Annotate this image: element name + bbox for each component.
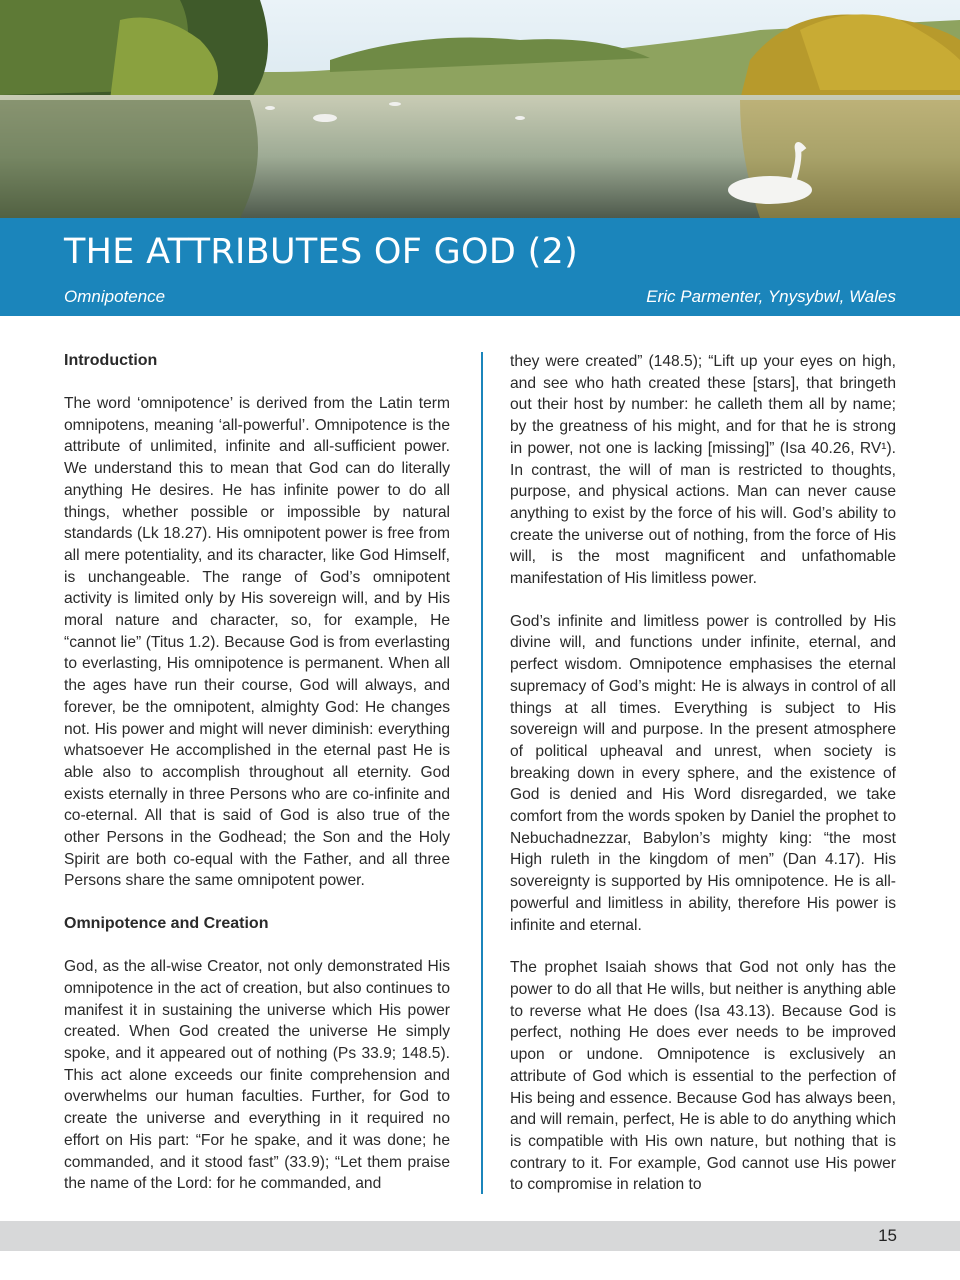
paragraph: they were created” (148.5); “Lift up your eyes on high, and see who hath created these [stars], that bringeth out their host by number: he calleth them all by name; by the greatness of his might, and for that he is strong in power, not one is lacking [missing]” (Isa 40.26, RV¹). In contrast, the will of man is restricted to thoughts, purpose, and physical actions. Man can never cause anything to exist by the force of his will. God’s ability to create the universe out of nothing, from the force of His will, is the most magnificent and unfathomable manifestation of His limitless power.	[510, 353, 896, 588]
paragraph: God, as the all-wise Creator, not only demonstrated His omnipotence in the act of creation, but also continues to manifest it in sustaining the universe which His power created. When God created the universe He simply spoke, and it appeared out of nothing (Ps 33.9; 148.5). This act alone exceeds our finite comprehension and overwhelms our human faculties. Further, for God to create the universe and everything in it required no effort on His part: “For he spake, and it was done; he commanded, and it stood fast” (33.9); “Let them praise the name of the Lord: for he commanded, and	[64, 958, 450, 1193]
page-number: 15	[878, 1226, 897, 1245]
article-title: THE ATTRIBUTES OF GOD (2)	[64, 232, 579, 272]
paragraph: The word ‘omnipotence’ is derived from the Latin term omnipotens, meaning ‘all-powerful’. Omnipotence is the attribute of unlimited, infinite and all-sufficient power. We understand this to mean that God can do literally anything He desires. He has infinite power to do all things, whether possible or impossible by natural standards (Lk 18.27). His omnipotent power is free from all mere potentiality, and its character, like God Himself, is unchangeable. The range of God’s omnipotent activity is limited only by His sovereign will, and by His moral nature and character, so, for example, He “cannot lie” (Titus 1.2). Because God is from everlasting to everlasting, His omnipotence is permanent. When all the ages have run their course, God will always, and forever, be the omnipotent, almighty God: He changes not. His power and might will never diminish: everything whatsoever He accomplished in the eternal past He is able also to accomplish throughout all eternity. God exists eternally in three Persons who are co-infinite and co-eternal. All that is said of God is also true of the other Persons in the Godhead; the Son and the Holy Spirit are both co-equal with the Father, and all three Persons share the same omnipotent power.	[64, 395, 450, 890]
paragraph: God’s infinite and limitless power is controlled by His divine will, and functions under infinite, eternal, and perfect wisdom. Omnipotence emphasises the eternal supremacy of God’s might: He is always in control of all things at all times. Everything is subject to His sovereign will and purpose. In the present atmosphere of political upheaval and unrest, when society is breaking down in every sphere, and the existence of God is denied and His Word disregarded, we take comfort from the words spoken by Daniel the prophet to Nebuchadnezzar, Babylon’s mighty king: “the most High ruleth in the kingdom of men” (Dan 4.17). His sovereignty is supported by His omnipotence. He is all-powerful and limitless in ability, therefore His power is infinite and eternal.	[510, 612, 896, 934]
paragraph: The prophet Isaiah shows that God not only has the power to do all that He wills, but neither is anything able to reverse what He does (Isa 43.13). Because God is perfect, nothing He does ever needs to be improved upon or undone. Omnipotence is exclusively an attribute of God which is essential to the perfection of His being and essence. Because God has always been, and will remain, perfect, He is able to do anything which is compatible with His own nature, but nothing that is contrary to it. For example, God cannot use His power to compromise in relation to	[510, 959, 896, 1194]
column-divider	[481, 352, 483, 1194]
lake-swans-picture	[0, 0, 960, 218]
section-heading-introduction: Introduction	[64, 352, 158, 369]
header-image	[0, 0, 960, 218]
left-column	[64, 342, 450, 1216]
article-subtitle: Omnipotence	[64, 287, 166, 306]
title-banner	[0, 218, 960, 316]
article-author: Eric Parmenter, Ynysybwl, Wales	[646, 287, 896, 306]
footer-bar	[0, 1221, 960, 1251]
section-heading-creation: Omnipotence and Creation	[64, 915, 269, 933]
right-column	[510, 351, 896, 1217]
